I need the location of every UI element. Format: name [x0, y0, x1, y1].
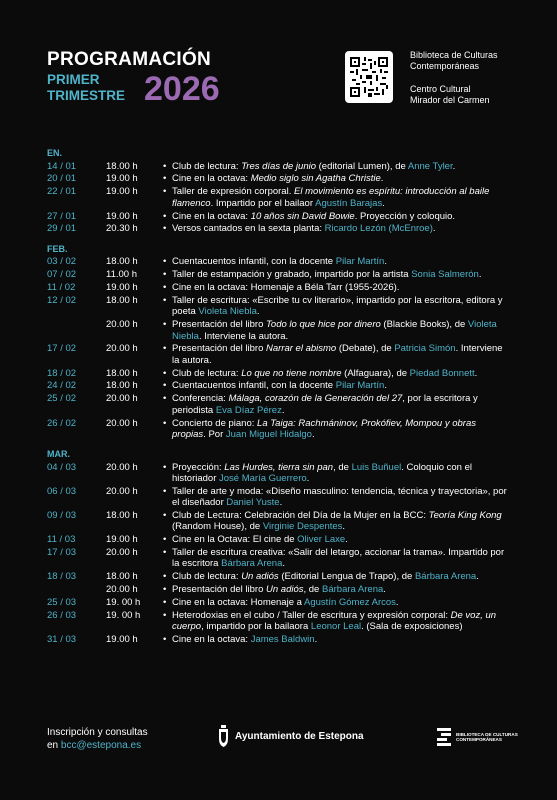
description-text: Taller de arte y moda: «Diseño masculino: tendencia, técnica y trayectoria», por el diseñador	[172, 485, 507, 509]
event-row	[47, 161, 507, 172]
event-description	[163, 319, 507, 342]
person-name: Bárbara Arena	[414, 571, 477, 583]
description-text: . (Sala de exposiciones)	[361, 621, 463, 633]
description-text: .	[478, 269, 482, 281]
event-row	[47, 418, 507, 441]
description-text: Cine en la octava:	[172, 634, 251, 646]
event-description	[163, 173, 507, 184]
year-label: 2026	[144, 70, 220, 108]
org-centro-line-1: Centro Cultural	[410, 84, 471, 94]
event-date: 03 / 02	[47, 256, 77, 268]
event-description	[163, 223, 507, 234]
event-date: 17 / 02	[47, 343, 77, 355]
person-name: Agustín Gómez Arcos	[304, 597, 396, 609]
work-title: Un adiós	[266, 584, 304, 596]
event-description	[163, 295, 507, 318]
event-row	[47, 486, 507, 509]
work-title: La Taiga: Rachmáninov, Prokófiev, Mompou y obras propias	[172, 417, 476, 440]
description-text: (Alfaguara), de	[341, 367, 410, 379]
person-name: José María Guerrero	[219, 473, 307, 485]
event-time: 20.30 h	[106, 223, 138, 235]
description-text: .	[281, 404, 285, 416]
work-title: Málaga, corazón de la Generación del 27	[228, 393, 403, 405]
bcc-logo-text	[456, 732, 518, 742]
description-text: .	[452, 160, 456, 172]
description-text: (Editorial Lengua de Trapo), de	[278, 571, 415, 583]
description-text: , por la escritora y periodista	[172, 393, 478, 416]
month-heading: MAR.	[47, 449, 70, 460]
event-time: 20.00 h	[106, 343, 138, 355]
event-date: 27 / 01	[47, 210, 77, 222]
person-name: Piedad Bonnett	[409, 367, 475, 379]
event-row	[47, 510, 507, 533]
event-time: 19.00 h	[106, 186, 138, 198]
event-description	[163, 186, 507, 209]
event-time: 19.00 h	[106, 534, 138, 546]
person-name: Juan Miguel Hidalgo	[225, 428, 312, 440]
event-date: 25 / 03	[47, 597, 77, 609]
event-time: 19.00 h	[106, 634, 138, 646]
org-centro-line-2: Mirador del Carmen	[410, 95, 490, 105]
event-time: 18.00 h	[106, 380, 138, 392]
event-date: 29 / 01	[47, 223, 77, 235]
event-date: 07 / 02	[47, 269, 77, 281]
description-text: (Debate), de	[336, 343, 395, 355]
coat-of-arms-icon	[218, 725, 229, 747]
person-name: Agustín Barajas	[315, 197, 383, 209]
event-description	[163, 610, 507, 633]
description-text: . Por	[203, 428, 226, 440]
description-text: Versos cantados en la sexta planta:	[172, 223, 325, 235]
event-date: 31 / 03	[47, 634, 77, 646]
month-heading: FEB.	[47, 243, 68, 254]
event-date: 04 / 03	[47, 461, 77, 473]
event-time: 18.00 h	[106, 571, 138, 583]
description-text: .	[474, 367, 478, 379]
event-time: 18.00 h	[106, 295, 138, 307]
description-text: .	[395, 597, 399, 609]
person-name: Daniel Yuste	[226, 497, 280, 509]
event-date: 09 / 03	[47, 510, 77, 522]
person-name: Leonor Leal	[310, 621, 362, 633]
contact-info	[47, 726, 148, 752]
description-text: (Random House), de	[172, 521, 263, 533]
event-description	[163, 256, 507, 267]
event-row	[47, 393, 507, 416]
description-text: Cine en la octava:	[172, 210, 251, 222]
work-title: Narrar el abismo	[266, 343, 337, 355]
description-text: Club de Lectura: Celebración del Día de la Mujer en la BCC:	[172, 510, 429, 522]
person-name: Bárbara Arena	[322, 584, 384, 596]
description-text: Club de lectura:	[172, 160, 242, 172]
work-title: Un adiós	[241, 571, 279, 583]
event-row	[47, 256, 507, 267]
event-time: 20.00 h	[106, 584, 138, 596]
event-time: 20.00 h	[106, 547, 138, 559]
contact-line	[47, 739, 148, 752]
description-text: Taller de expresión corporal.	[172, 186, 294, 198]
description-text: Cine en la Octava: El cine de	[172, 534, 298, 546]
description-text: Club de lectura:	[172, 367, 242, 379]
event-row	[47, 368, 507, 379]
description-text: .	[432, 223, 436, 235]
person-name: Eva Díaz Pérez	[215, 404, 282, 416]
person-name: Pilar Martín	[335, 256, 385, 268]
event-time: 19.00 h	[106, 173, 138, 185]
person-name: Pilar Martín	[335, 380, 385, 392]
event-description	[163, 597, 507, 608]
event-description	[163, 211, 507, 222]
description-text: .	[345, 534, 348, 546]
event-date: 20 / 01	[47, 173, 77, 185]
description-text: Taller de escritura creativa: «Salir del letargo, accionar la trama». Impartido por la escritora	[172, 547, 505, 570]
description-text: (Blackie Books), de	[380, 319, 468, 331]
description-text: , impartido por la bailaora	[201, 621, 311, 633]
event-description	[163, 584, 507, 595]
org-biblioteca-line-2: Contemporáneas	[410, 61, 480, 71]
event-date: 24 / 02	[47, 380, 77, 392]
description-text: , de	[333, 461, 352, 473]
event-description	[163, 486, 507, 509]
event-time: 18.00 h	[106, 367, 138, 379]
description-text: (editorial Lumen), de	[316, 160, 408, 172]
event-time: 19. 00 h	[106, 610, 141, 622]
event-description	[163, 534, 507, 545]
contact-en: en	[47, 740, 61, 751]
event-time: 19.00 h	[106, 282, 138, 294]
event-time: 19. 00 h	[106, 597, 141, 609]
work-title: De voz, un cuerpo	[172, 610, 497, 633]
org-biblioteca	[410, 50, 498, 72]
description-text: Cine en la octava: Homenaje a	[172, 597, 305, 609]
person-name: Anne Tyler	[407, 160, 453, 172]
description-text: Presentación del libro	[172, 343, 266, 355]
subtitle-line-2: TRIMESTRE	[47, 88, 126, 103]
event-date: 18 / 02	[47, 367, 77, 379]
work-title: El movimiento es espíritu: introducción al baile flamenco	[172, 186, 490, 209]
event-description	[163, 462, 507, 485]
work-title: Todo lo que hice por dinero	[266, 319, 381, 331]
page-subtitle	[47, 72, 125, 104]
person-name: Patricia Simón	[394, 343, 456, 355]
description-text: .	[311, 428, 315, 440]
event-row	[47, 223, 507, 234]
event-description	[163, 343, 507, 366]
event-description	[163, 380, 507, 391]
person-name: Sonia Salmerón	[411, 269, 479, 281]
event-description	[163, 161, 507, 172]
person-name: Luis Buñuel	[351, 461, 402, 473]
event-description	[163, 510, 507, 533]
event-row	[47, 380, 507, 391]
event-row	[47, 295, 507, 318]
event-date: 22 / 01	[47, 186, 77, 198]
event-date: 25 / 02	[47, 393, 77, 405]
description-text: Presentación del libro	[172, 319, 266, 331]
description-text: .	[282, 558, 286, 570]
event-description	[163, 418, 507, 441]
event-row	[47, 584, 507, 595]
event-time: 20.00 h	[106, 417, 138, 429]
work-title: Medio siglo sin Agatha Christie	[250, 173, 381, 185]
event-row	[47, 211, 507, 222]
person-name: Bárbara Arena	[221, 558, 283, 570]
event-row	[47, 547, 507, 570]
work-title: Tres días de junio	[241, 160, 316, 172]
event-date: 11 / 02	[47, 282, 76, 294]
description-text: . Impartido por el bailaor	[210, 197, 316, 209]
qr-code-icon[interactable]	[345, 51, 393, 103]
work-title: Las Hurdes, tierra sin pan	[224, 461, 334, 473]
bcc-logo-icon	[437, 728, 451, 746]
description-text: .	[384, 380, 387, 392]
description-text: .	[383, 584, 386, 596]
event-description	[163, 393, 507, 416]
description-text: . Proyección y coloquio.	[354, 210, 456, 222]
event-time: 18.00 h	[106, 256, 138, 268]
event-row	[47, 343, 507, 366]
event-description	[163, 571, 507, 582]
event-date: 06 / 03	[47, 485, 77, 497]
event-row	[47, 597, 507, 608]
description-text: .	[256, 306, 260, 318]
description-text: Taller de escritura: «Escribe tu cv literario», impartido por la escritora, editora y poeta	[172, 295, 503, 318]
event-date: 12 / 02	[47, 295, 77, 307]
event-row	[47, 571, 507, 582]
person-name: Ricardo Lezón (McEnroe)	[324, 223, 433, 235]
description-text: .	[314, 634, 318, 646]
description-text: . Interviene la autora.	[172, 343, 503, 366]
org-centro-cultural	[410, 84, 490, 106]
event-date	[47, 319, 106, 342]
person-name: Oliver Laxe	[297, 534, 346, 546]
event-row	[47, 462, 507, 485]
event-time: 20.00 h	[106, 319, 138, 331]
person-name: Violeta Niebla	[198, 306, 257, 318]
person-name: James Baldwin	[250, 634, 315, 646]
description-text: .	[380, 173, 384, 185]
org-biblioteca-line-1: Biblioteca de Culturas	[410, 50, 498, 60]
description-text: Conferencia:	[172, 393, 229, 405]
description-text: , de	[303, 584, 322, 596]
bcc-logo-line-2: CONTEMPORÁNEAS	[456, 737, 502, 742]
event-time: 18.00 h	[106, 160, 138, 172]
description-text: Concierto de piano:	[172, 417, 258, 429]
description-text: Proyección:	[172, 461, 225, 473]
page-title: PROGRAMACIÓN	[47, 49, 212, 70]
description-text: .	[279, 497, 283, 509]
description-text: Cuentacuentos infantil, con la docente	[172, 380, 336, 392]
event-schedule	[47, 148, 507, 646]
event-time: 20.00 h	[106, 461, 138, 473]
event-row	[47, 173, 507, 184]
description-text: .	[382, 197, 385, 209]
event-row	[47, 269, 507, 280]
event-description	[163, 368, 507, 379]
person-name: Violeta Niebla	[172, 319, 497, 342]
description-text: Club de lectura:	[172, 571, 242, 583]
ayuntamiento-name: Ayuntamiento de Estepona	[235, 730, 364, 742]
contact-label: Inscripción y consultas	[47, 727, 148, 738]
month-heading: EN.	[47, 148, 63, 158]
bcc-logo	[437, 728, 518, 746]
event-date: 26 / 03	[47, 610, 77, 622]
description-text: Cuentacuentos infantil, con la docente	[172, 256, 336, 268]
description-text: .	[306, 473, 310, 485]
event-description	[163, 282, 507, 293]
event-row	[47, 186, 507, 209]
ayuntamiento-logo	[218, 725, 364, 747]
event-date	[47, 584, 106, 595]
description-text: Heterodoxias en el cubo / Taller de escritura y expresión corporal:	[172, 610, 451, 622]
event-time: 20.00 h	[106, 485, 138, 497]
event-date: 11 / 03	[47, 534, 76, 546]
subtitle-line-1: PRIMER	[47, 72, 100, 87]
description-text: . Coloquio con el historiador	[172, 461, 472, 485]
event-row	[47, 319, 507, 342]
work-title: Lo que no tiene nombre	[241, 367, 342, 379]
work-title: Teoría King Kong	[428, 510, 502, 522]
event-date: 14 / 01	[47, 160, 77, 172]
description-text: .	[384, 256, 387, 268]
event-row	[47, 634, 507, 645]
event-time: 11.00 h	[106, 269, 137, 281]
description-text: . Interviene la autora.	[198, 330, 289, 342]
person-name: Virginie Despentes	[262, 521, 343, 533]
bcc-logo-line-1: BIBLIOTECA DE CULTURAS	[456, 731, 518, 737]
event-date: 26 / 02	[47, 417, 77, 429]
description-text: Cine en la octava:	[172, 173, 251, 185]
description-text: Taller de estampación y grabado, impartido por la artista	[172, 269, 412, 281]
event-row	[47, 282, 507, 293]
event-row	[47, 534, 507, 545]
event-date: 18 / 03	[47, 571, 77, 583]
description-text: .	[476, 571, 479, 583]
description-text: .	[342, 521, 346, 533]
email-link[interactable]: bcc@estepona.es	[60, 740, 142, 751]
event-row	[47, 610, 507, 633]
event-description	[163, 269, 507, 280]
work-title: 10 años sin David Bowie	[250, 210, 355, 222]
event-time: 18.00 h	[106, 510, 138, 522]
event-description	[163, 634, 507, 645]
description-text: Cine en la octava: Homenaje a Béla Tarr (1955-2026).	[172, 282, 400, 294]
event-time: 19.00 h	[106, 210, 138, 222]
event-time: 20.00 h	[106, 393, 138, 405]
description-text: Presentación del libro	[172, 584, 266, 596]
event-date: 17 / 03	[47, 547, 77, 559]
event-description	[163, 547, 507, 570]
